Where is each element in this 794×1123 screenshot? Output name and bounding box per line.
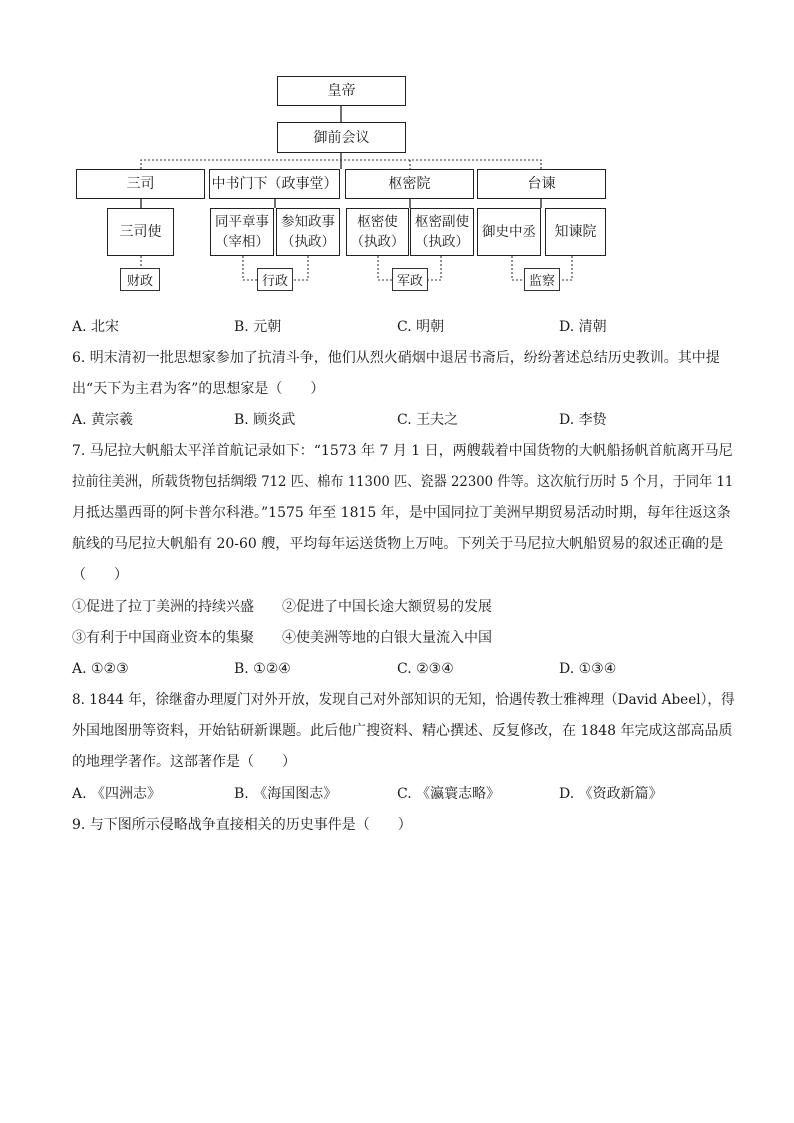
sansi-box: 三司 xyxy=(76,169,205,199)
tongping-title: 同平章事 xyxy=(215,214,269,230)
q8-stem-line-1: 8. 1844 年，徐继畬办理厦门对外开放，发现自己对外部知识的无知，恰遇传教士雅裨理（David Abeel），得 xyxy=(72,692,735,708)
q7-option-b[interactable]: B. ①②④ xyxy=(234,661,291,677)
q5-option-b[interactable]: B. 元朝 xyxy=(234,319,282,335)
q8-option-a[interactable]: A. 《四洲志》 xyxy=(72,786,162,802)
sansishi-box: 三司使 xyxy=(107,208,174,256)
q7-option-a[interactable]: A. ①②③ xyxy=(72,661,129,677)
shumifushi-role: （执政） xyxy=(415,234,469,250)
diagram-connectors xyxy=(0,0,794,310)
supervision-tag: 监察 xyxy=(524,268,560,291)
q8-option-d[interactable]: D. 《资政新篇》 xyxy=(559,786,663,802)
q7-statement-1: ①促进了拉丁美洲的持续兴盛 xyxy=(72,599,254,615)
canzhizhengshi-box xyxy=(276,208,340,256)
taijian-box: 台谏 xyxy=(477,169,606,199)
shumifushi-box xyxy=(410,208,474,256)
q7-statement-4: ④使美洲等地的白银大量流入中国 xyxy=(282,630,492,646)
q7-statement-2: ②促进了中国长途大额贸易的发展 xyxy=(282,599,492,615)
q7-stem-line-4: 航线的马尼拉大帆船有 20-60 艘，平均每年运送货物上万吨。下列关于马尼拉大帆船贸易的叙述正确的是 xyxy=(72,536,724,552)
q8-stem-line-3: 的地理学著作。这部著作是（ ） xyxy=(72,754,296,770)
canzhi-role: （执政） xyxy=(281,234,335,250)
yushizhongcheng-box: 御史中丞 xyxy=(477,208,541,256)
q7-option-d[interactable]: D. ①③④ xyxy=(559,661,617,677)
q5-option-c[interactable]: C. 明朝 xyxy=(397,319,445,335)
q6-option-b[interactable]: B. 顾炎武 xyxy=(234,412,296,428)
q6-stem-line-1: 6. 明末清初一批思想家参加了抗清斗争，他们从烈火硝烟中退居书斋后，纷纷著述总结历史教训。其中提 xyxy=(72,350,720,366)
q7-stem-line-3: 月抵达墨西哥的阿卡普尔科港。”1575 年至 1815 年，是中国同拉丁美洲早期贸易活动时期，每年往返这条 xyxy=(72,505,731,521)
shumishi-box xyxy=(346,208,409,256)
shumishi-title: 枢密使 xyxy=(357,214,398,230)
q7-option-c[interactable]: C. ②③④ xyxy=(397,661,454,677)
canzhi-title: 参知政事 xyxy=(281,214,335,230)
q6-stem-line-2: 出“天下为主君为客”的思想家是（ ） xyxy=(72,381,325,397)
q7-stem-line-1: 7. 马尼拉大帆船太平洋首航记录如下：“1573 年 7 月 1 日，两艘载着中国货物的大帆船扬帆首航离开马尼 xyxy=(72,443,733,459)
tongping-role: （宰相） xyxy=(215,234,269,250)
shumishi-role: （执政） xyxy=(350,234,405,250)
shumifushi-title: 枢密副使 xyxy=(415,214,469,230)
q7-stem-line-2: 拉前往美洲，所载货物包括绸缎 712 匹、棉布 11300 匹、瓷器 22300 件等。这次航行历时 5 个月，于同年 11 xyxy=(72,474,734,490)
q8-option-c[interactable]: C. 《瀛寰志略》 xyxy=(397,786,501,802)
q8-stem-line-2: 外国地图册等资料，开始钻研新课题。此后他广搜资料、精心撰述、反复修改，在 1848 年完成这部高品质 xyxy=(72,723,733,739)
q8-option-b[interactable]: B. 《海国图志》 xyxy=(234,786,338,802)
q6-option-c[interactable]: C. 王夫之 xyxy=(397,412,459,428)
q5-option-d[interactable]: D. 清朝 xyxy=(559,319,607,335)
q6-option-d[interactable]: D. 李贽 xyxy=(559,412,607,428)
q6-option-a[interactable]: A. 黄宗羲 xyxy=(72,412,134,428)
tongpingzhangshi-box xyxy=(210,208,274,256)
finance-tag: 财政 xyxy=(120,268,160,291)
administration-tag: 行政 xyxy=(257,268,293,291)
emperor-box: 皇帝 xyxy=(277,76,406,106)
song-government-diagram xyxy=(0,0,794,310)
zhongshu-menxia-box: 中书门下（政事堂） xyxy=(209,169,340,199)
zhijianyuan-box: 知谏院 xyxy=(545,208,606,256)
military-tag: 军政 xyxy=(392,268,428,291)
q9-stem-line-1: 9. 与下图所示侵略战争直接相关的历史事件是（ ） xyxy=(72,817,412,833)
q7-stem-line-5: （ ） xyxy=(72,567,128,583)
shumiyuan-box: 枢密院 xyxy=(345,169,474,199)
imperial-council-box: 御前会议 xyxy=(277,122,406,153)
q5-option-a[interactable]: A. 北宋 xyxy=(72,319,120,335)
q7-statement-3: ③有利于中国商业资本的集聚 xyxy=(72,630,254,646)
